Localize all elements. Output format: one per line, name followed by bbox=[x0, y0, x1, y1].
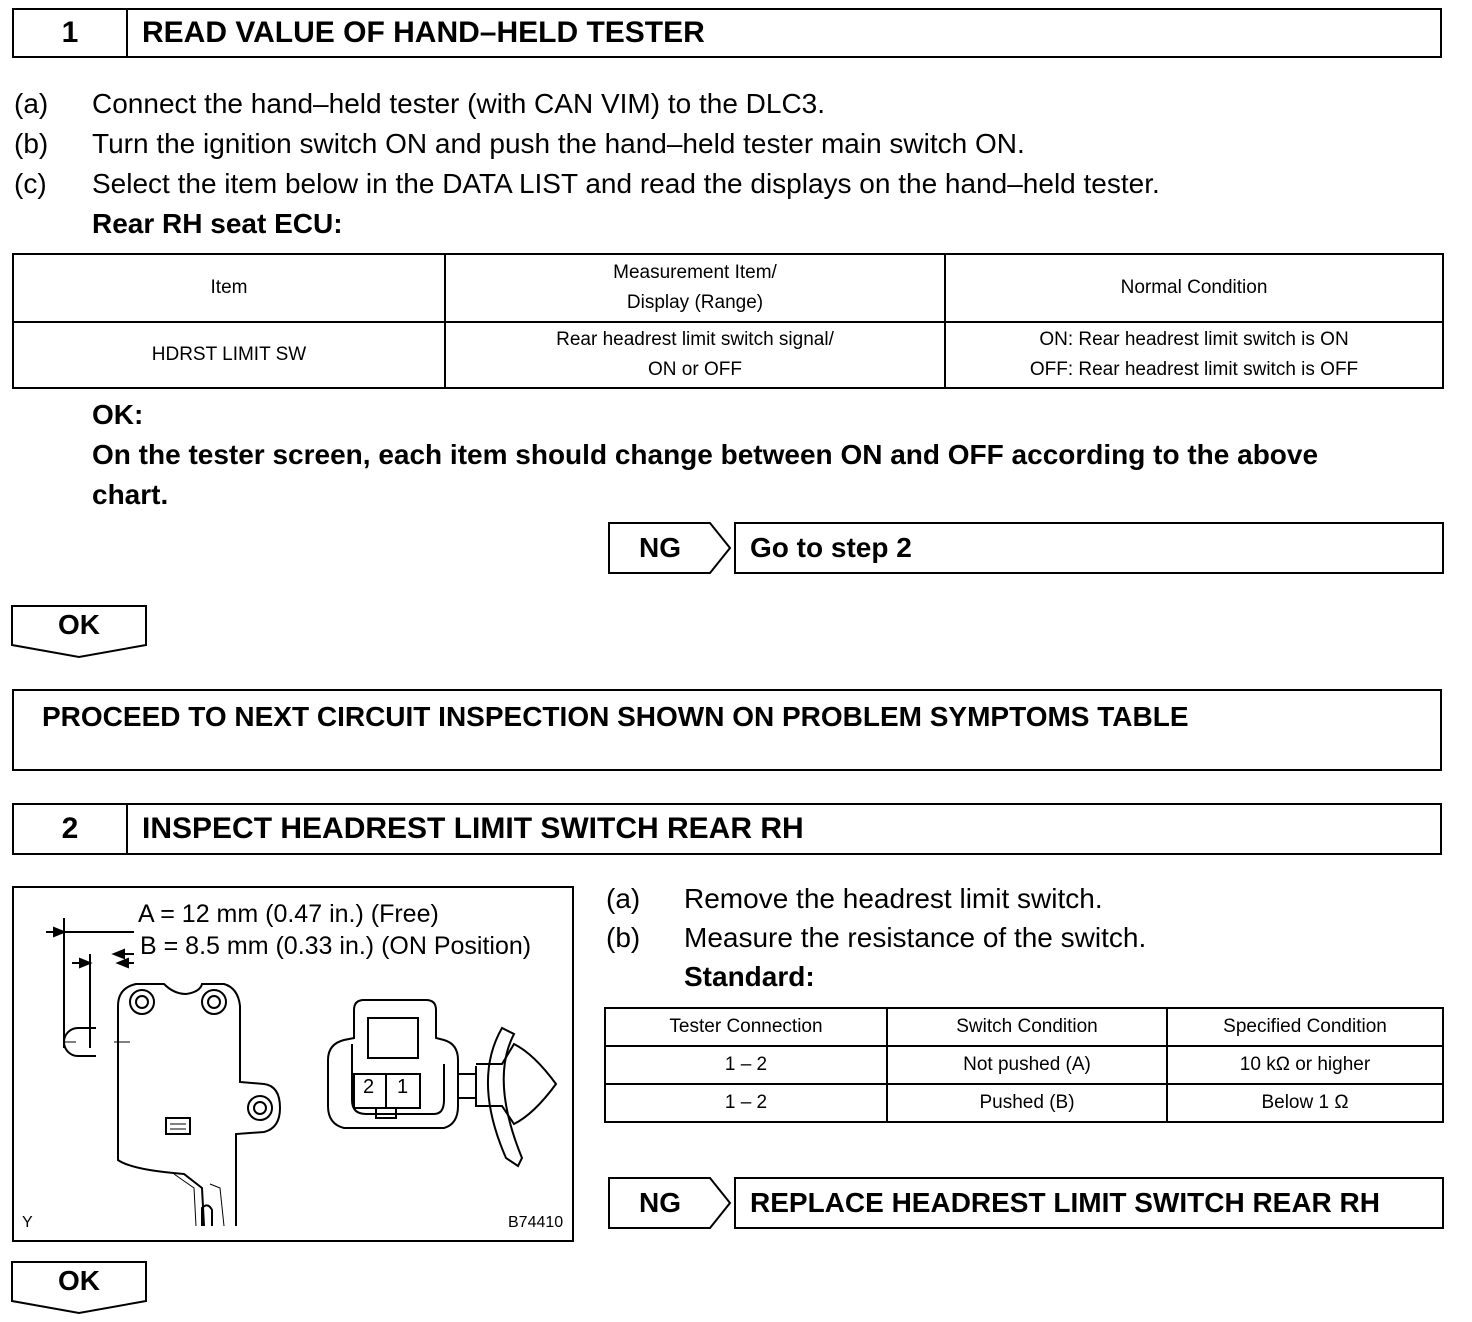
ok-text-line1: On the tester screen, each item should change between ON and OFF according to the above bbox=[92, 439, 1319, 470]
header-measurement-line2: Display (Range) bbox=[626, 292, 764, 313]
table-row bbox=[605, 1046, 1443, 1084]
cell-item: HDRST LIMIT SW bbox=[13, 322, 445, 388]
label-a: A = 12 mm (0.47 in.) (Free) bbox=[138, 900, 439, 928]
table-caption-row bbox=[14, 204, 1434, 244]
step1-instructions bbox=[14, 84, 1434, 244]
standard-caption-row bbox=[606, 957, 1446, 997]
table-caption: Rear RH seat ECU: bbox=[92, 208, 343, 239]
step2-instructions bbox=[606, 879, 1446, 999]
step2-title: INSPECT HEADREST LIMIT SWITCH REAR RH bbox=[142, 812, 804, 845]
header-measurement-line1: Measurement Item/ bbox=[613, 262, 777, 283]
cell-condition: Pushed (B) bbox=[887, 1084, 1167, 1122]
cell-specified: 10 kΩ or higher bbox=[1167, 1046, 1443, 1084]
instruction-text: Connect the hand–held tester (with CAN VIM) to the DLC3. bbox=[92, 88, 826, 119]
instruction-label: (a) bbox=[14, 88, 49, 119]
cell-normal-line1: ON: Rear headrest limit switch is ON bbox=[1039, 329, 1349, 350]
label-b: B = 8.5 mm (0.33 in.) (ON Position) bbox=[140, 932, 532, 960]
ng-label: NG bbox=[639, 1187, 681, 1218]
table-header-row bbox=[13, 254, 1443, 322]
instruction-label: (b) bbox=[14, 128, 49, 159]
standard-caption: Standard: bbox=[684, 961, 815, 992]
cell-specified: Below 1 Ω bbox=[1167, 1084, 1443, 1122]
cell-normal-line2: OFF: Rear headrest limit switch is OFF bbox=[1029, 359, 1359, 380]
instruction-text: Remove the headrest limit switch. bbox=[684, 883, 1103, 914]
ok-text-line2: chart. bbox=[92, 479, 169, 510]
step1-header bbox=[12, 8, 1442, 58]
header-item: Item bbox=[13, 254, 445, 322]
header-measurement bbox=[445, 254, 945, 322]
instruction-a bbox=[14, 84, 1434, 124]
corner-left-label: Y bbox=[22, 1214, 33, 1231]
pin-1-label: 1 bbox=[397, 1076, 409, 1098]
instruction-b bbox=[14, 124, 1434, 164]
ng-action: Go to step 2 bbox=[734, 522, 1444, 574]
instruction-text: Select the item below in the DATA LIST and read the displays on the hand–held tester. bbox=[92, 168, 1160, 199]
ok-label: OK bbox=[58, 1265, 100, 1296]
cell-connection: 1 – 2 bbox=[605, 1046, 887, 1084]
instruction-label: (c) bbox=[14, 168, 47, 199]
instruction-label: (a) bbox=[606, 883, 641, 914]
table-row bbox=[13, 322, 1443, 388]
step2-ok-branch bbox=[11, 1261, 147, 1313]
cell-measurement bbox=[445, 322, 945, 388]
step2-ng-branch bbox=[608, 1177, 1444, 1229]
proceed-box bbox=[12, 689, 1442, 771]
step1-title: READ VALUE OF HAND–HELD TESTER bbox=[142, 16, 705, 49]
ok-label: OK bbox=[58, 609, 100, 640]
instruction-label: (b) bbox=[606, 922, 641, 953]
step1-number: 1 bbox=[14, 10, 128, 56]
header-normal-condition: Normal Condition bbox=[945, 254, 1443, 322]
step2-header bbox=[12, 803, 1442, 855]
step1-ok-branch bbox=[11, 605, 147, 657]
ok-heading: OK: bbox=[92, 399, 144, 430]
instruction-text: Measure the resistance of the switch. bbox=[684, 922, 1147, 953]
headrest-switch-figure bbox=[12, 886, 574, 1242]
ng-action: REPLACE HEADREST LIMIT SWITCH REAR RH bbox=[734, 1177, 1444, 1229]
instruction-a bbox=[606, 879, 1446, 919]
data-list-table bbox=[12, 253, 1444, 389]
instruction-c bbox=[14, 164, 1434, 204]
ok-criteria bbox=[92, 395, 1452, 515]
cell-normal bbox=[945, 322, 1443, 388]
header-specified-condition: Specified Condition bbox=[1167, 1008, 1443, 1046]
table-header-row bbox=[605, 1008, 1443, 1046]
cell-measurement-line1: Rear headrest limit switch signal/ bbox=[556, 329, 834, 350]
step2-number: 2 bbox=[14, 805, 128, 853]
cell-measurement-line2: ON or OFF bbox=[648, 359, 742, 380]
header-tester-connection: Tester Connection bbox=[605, 1008, 887, 1046]
header-switch-condition: Switch Condition bbox=[887, 1008, 1167, 1046]
cell-connection: 1 – 2 bbox=[605, 1084, 887, 1122]
step1-ng-branch bbox=[608, 522, 1444, 574]
instruction-b bbox=[606, 918, 1446, 958]
ng-label: NG bbox=[639, 532, 681, 563]
figure-id-label: B74410 bbox=[508, 1214, 564, 1231]
proceed-text: PROCEED TO NEXT CIRCUIT INSPECTION SHOWN ON PROBLEM SYMPTOMS TABLE bbox=[42, 701, 1189, 732]
pin-2-label: 2 bbox=[363, 1076, 375, 1098]
table-row bbox=[605, 1084, 1443, 1122]
resistance-table bbox=[604, 1007, 1444, 1123]
cell-condition: Not pushed (A) bbox=[887, 1046, 1167, 1084]
instruction-text: Turn the ignition switch ON and push the hand–held tester main switch ON. bbox=[92, 128, 1025, 159]
